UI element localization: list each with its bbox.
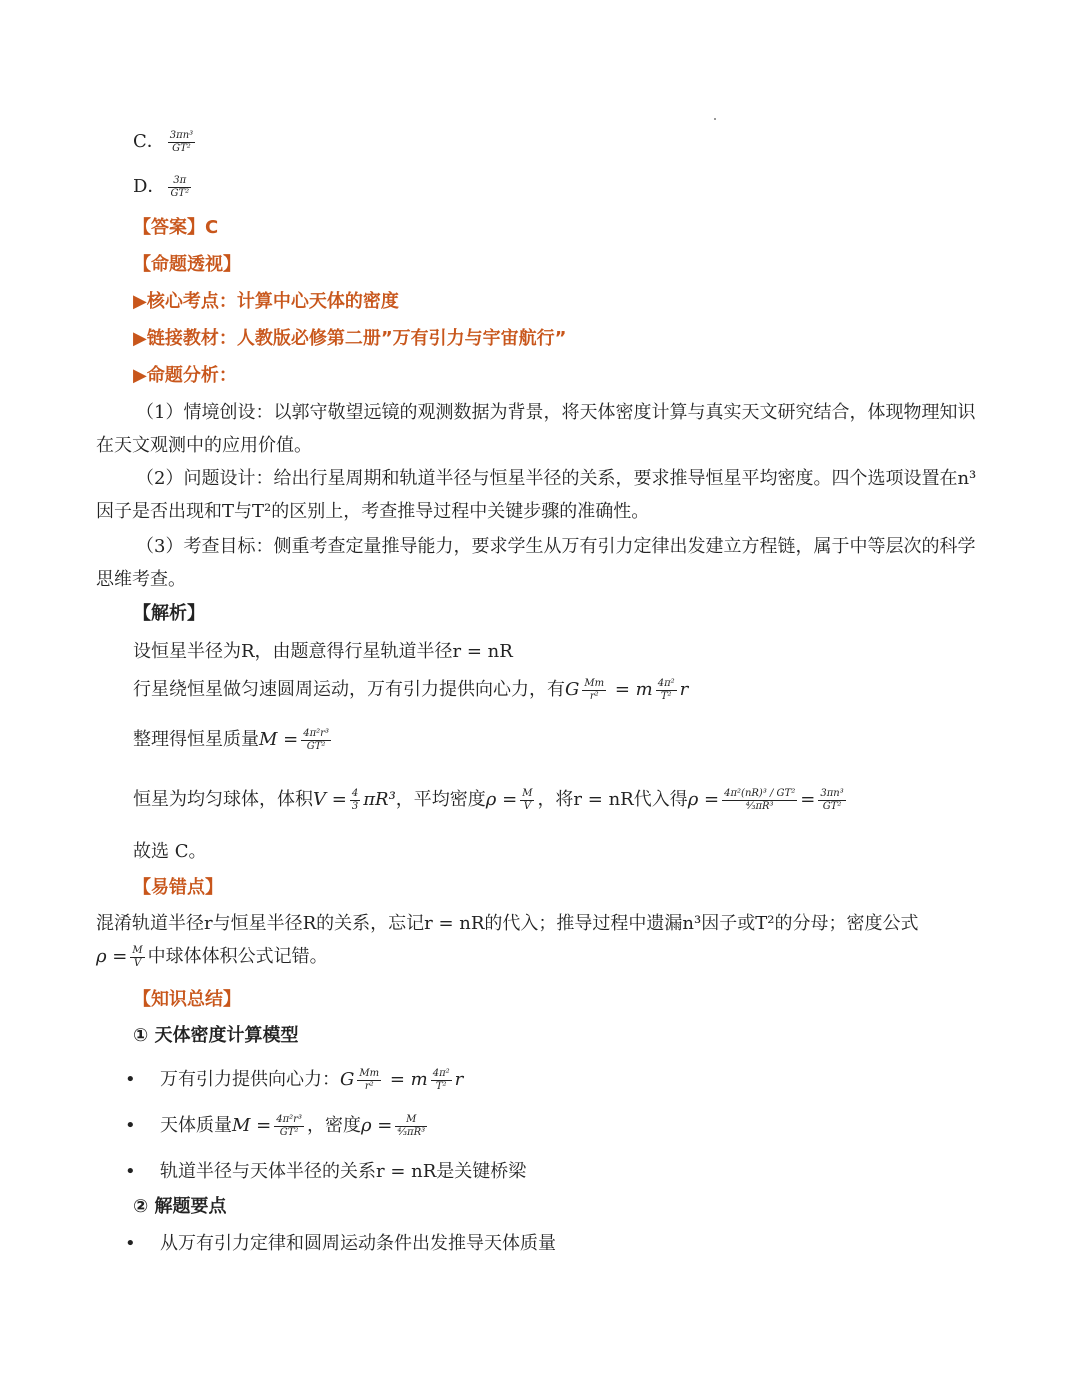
error-paragraph: 混淆轨道半径r与恒星半径R的关系，忘记r = nR的代入；推导过程中遗漏n³因子或T²的分母；密度公式 ρ = $\frac{M}{V}$ 中球体体积公式记错。 — [96, 913, 919, 969]
solution-heading: 【解析】 — [133, 603, 205, 624]
bullet-icon: • — [125, 1069, 136, 1090]
perspective-heading: 【命题透视】 — [133, 254, 241, 275]
bullet-item-gravity: 万有引力提供向心力：G $\frac{Mm}{\text{r²}}$ = m $\frac{\text{4π²}}{\text{T²}}$ r — [160, 1067, 464, 1092]
stray-mark — [714, 118, 716, 120]
analysis-heading: ▶命题分析： — [133, 365, 237, 386]
bullet-item-radius: 轨道半径与天体半径的关系r = nR是关键桥梁 — [160, 1161, 527, 1182]
summary-heading: 【知识总结】 — [133, 989, 241, 1010]
option-c: C． $\frac{\text{3πn³}}{\text{GT²}}$ — [133, 129, 194, 154]
bullet-icon: • — [125, 1115, 136, 1136]
core-point: ▶核心考点：计算中心天体的密度 — [133, 291, 399, 312]
textbook-link: ▶链接教材：人教版必修第二册”万有引力与宇宙航行” — [133, 328, 567, 349]
solution-line-1: 设恒星半径为R，由题意得行星轨道半径r = nR — [133, 641, 513, 662]
key-heading: ② 解题要点 — [133, 1196, 227, 1217]
paragraph-design: （2）问题设计：给出行星周期和轨道半径与恒星半径的关系，要求推导恒星平均密度。四个选项设置在n³因子是否出现和T与T²的区别上，考查推导过程中关键步骤的准确性。 — [96, 468, 977, 522]
model-heading: ① 天体密度计算模型 — [133, 1025, 299, 1046]
solution-conclusion: 故选 C。 — [133, 841, 207, 862]
bullet-icon: • — [125, 1161, 136, 1182]
paragraph-goal: （3）考查目标：侧重考查定量推导能力，要求学生从万有引力定律出发建立方程链，属于中等层次的科学思维考查。 — [96, 536, 976, 590]
paragraph-context: （1）情境创设：以郭守敬望远镜的观测数据为背景，将天体密度计算与真实天文研究结合，体现物理知识在天文观测中的应用价值。 — [96, 402, 976, 456]
bullet-item-mass: 天体质量M = $\frac{\text{4π²r³}}{\text{GT²}}$ ，密度ρ = $\frac{M}{\text{⁴⁄₃πR³}}$ — [160, 1113, 426, 1138]
option-d: D． $\frac{3\pi}{\text{GT²}}$ — [133, 174, 190, 199]
bullet-icon: • — [125, 1233, 136, 1254]
bullet-item-derive: 从万有引力定律和圆周运动条件出发推导天体质量 — [160, 1233, 556, 1254]
solution-line-4: 恒星为均匀球体，体积V = $\frac{4}{3}$ πR³，平均密度ρ = $\frac{M}{V}$ ，将r = nR代入得ρ = $\frac{\text{4π²(nR)³ / GT²}}{\text{⁴⁄₃πR³}}$ = $\frac{\text{3πn³}}{\text{GT²}}$ — [133, 787, 844, 812]
error-heading: 【易错点】 — [133, 877, 223, 898]
solution-line-3: 整理得恒星质量M = $\frac{\text{4π²r³}}{\text{GT²}}$ — [133, 727, 329, 752]
answer-heading: 【答案】C — [133, 217, 219, 238]
solution-line-2: 行星绕恒星做匀速圆周运动，万有引力提供向心力，有G $\frac{Mm}{\text{r²}}$ = m $\frac{\text{4π²}}{\text{T²}}$ r — [133, 677, 689, 702]
